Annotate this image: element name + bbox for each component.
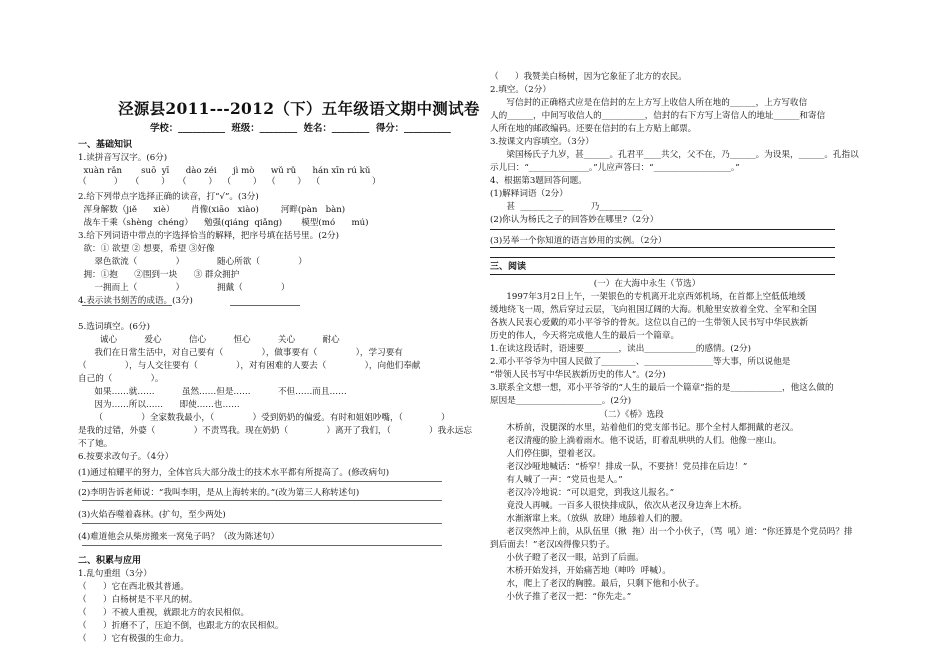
right-line-4: 人所在地的邮政编码。还要在信封的右上方贴上邮票。 xyxy=(490,124,697,134)
answer-line-3 xyxy=(82,500,442,501)
left-line-31: （ ）它在西北极其普通。 xyxy=(78,582,189,592)
left-line-3: （ ） （ ） （ ） （ ） （ ） （ ） xyxy=(78,177,381,187)
student-info-line: 学校：__________ 班级：________ 姓名：________ 得分：__________ xyxy=(150,123,451,134)
left-line-26: (2)李明告诉老师说：“我叫李明，是从上海转来的。”(改为第三人称转述句) xyxy=(78,488,360,498)
left-line-14: 5.选词填空。(6分) xyxy=(78,322,150,332)
right-line-35: 小伙子瞪了老汉一眼，站到了后面。 xyxy=(490,553,644,563)
left-line-32: （ ）白杨树是不平凡的树。 xyxy=(78,595,198,605)
left-line-4: 2.给下列带点字选择正确的读音，打“√”。(3分) xyxy=(78,192,259,202)
left-line-2: xuàn rǎn suō yī dào zéi jì mò wǔ rǔ hán xīn rú kǔ xyxy=(78,166,371,176)
left-line-0: 一、基础知识 xyxy=(78,140,133,150)
left-line-30: 1.乱句重组（3分） xyxy=(78,569,152,579)
right-line-9: (1)解释词语（2分） xyxy=(490,189,568,199)
left-line-16: 我们在日常生活中，对自己要有（ ），做事要有（ ），学习要有 xyxy=(78,348,403,358)
right-line-21: “带领人民书写中华民族新历史的伟人”。(2分) xyxy=(490,370,666,380)
left-line-7: 3.给下列词语中带点的字选择恰当的解释，把序号填在括号里。(2分) xyxy=(78,231,339,241)
left-line-21: （ ）全家数我最小，（ ）受到奶奶的偏爱。有时和姐姐吵嘴，（ ） xyxy=(78,413,450,423)
right-line-25: 木桥前，没腿深的水里，站着他们的党支部书记。那个全村人都拥戴的老汉。 xyxy=(490,423,799,433)
right-line-18: 历史的伟人，今天将完成他人生的最后一个篇章。 xyxy=(490,331,680,341)
right-line-0: （ ）我赞美白杨树，因为它象征了北方的农民。 xyxy=(490,72,687,82)
left-line-11: 一拥而上（ ） 拥戴（ ） xyxy=(78,283,290,293)
right-line-28: 老汉沙哑地喊话：“桥窄！排成一队，不要挤！党员排在后边！” xyxy=(490,462,748,472)
left-line-20: 因为……所以…… 即使……也…… xyxy=(78,400,240,410)
left-line-22: 是我的过错，外婆（ ）不责骂我。现在奶奶（ ）离开了我们，（ ）我永远忘 xyxy=(78,426,473,436)
left-line-28: (4)难道他会从柴房搬来一窝兔子吗？（改为陈述句） xyxy=(78,532,280,542)
right-line-13: 三、阅读 xyxy=(490,262,527,272)
page-title: 泾源县2011---2012（下）五年级语文期中测试卷 xyxy=(118,99,480,118)
left-line-24: 6.按要求改句子。（4分） xyxy=(78,452,174,462)
right-line-3: 人的______，中间写收信人的__________，信封的右下方写上寄信人的地址______和寄信 xyxy=(490,111,826,121)
left-line-1: 1.读拼音写汉字。(6分) xyxy=(78,153,168,163)
right-line-20: 2.邓小平爷爷为中国人民做了________、________________等大事，所以说他是 xyxy=(490,357,791,367)
right-line-23: 原因是____________________。(2分) xyxy=(490,396,632,406)
left-line-17: （ ），与人交往要有（ ），对有困难的人要去（ ），向他们奉献 xyxy=(78,361,421,371)
right-line-5: 3.按课文内容填空。（3分） xyxy=(490,137,594,147)
right-line-1: 2.填空。（2分） xyxy=(490,85,551,95)
right-line-14: (一）在大海中永生（节选） xyxy=(490,279,701,289)
answer-line-7 xyxy=(490,247,835,248)
left-line-33: （ ）不被人重视，就跟北方的农民相似。 xyxy=(78,608,250,618)
answer-line-1 xyxy=(230,305,300,306)
right-line-36: 木桥开始发抖，开始痛苦地（呻吟 呼喊）。 xyxy=(490,566,671,576)
right-line-11: (2)你认为杨氏之子的回答妙在哪里?（2分） xyxy=(490,215,659,225)
right-line-37: 水，爬上了老汉的胸膛。最后，只剩下他和小伙子。 xyxy=(490,579,705,589)
right-line-24: （二）《桥》选段 xyxy=(490,410,664,420)
left-line-8: 欲：① 欲望 ② 想要，希望 ③好像 xyxy=(78,244,215,254)
right-line-10: 甚 __________ 乃__________ xyxy=(490,202,643,212)
answer-line-2 xyxy=(82,481,442,482)
right-line-29: 有人喊了一声：“党员也是人。” xyxy=(490,475,623,485)
left-line-25: (1)通过柏耀平的努力，全体官兵大部分战士的技术水平都有所提高了。(修改病句) xyxy=(78,468,390,478)
right-line-2: 写信封的正确格式应是在信封的左上方写上收信人所在地的______，上方写收信 xyxy=(490,98,808,108)
right-line-33: 老汉突然冲上前，从队伍里（揪 拖）出一个小伙子，（骂 吼）道：“你还算是个党员吗？排 xyxy=(490,527,853,537)
right-line-15: 1997年3月2日上午，一架银色的专机离开北京西郊机场，在首都上空低低地缓 xyxy=(490,292,806,302)
left-line-15: 诚心 爱心 信心 恒心 关心 耐心 xyxy=(78,335,340,345)
left-line-23: 不了她。 xyxy=(78,439,113,449)
right-line-17: 各族人民衷心爱戴的邓小平爷爷的骨灰。这位以自己的一生带领人民书写中华民族新 xyxy=(490,318,808,328)
right-line-27: 人们停住脚，望着老汉。 xyxy=(490,449,601,459)
answer-line-8 xyxy=(490,257,835,258)
right-line-32: 水渐渐窜上来。（放纵 放肆）地舔着人们的腰。 xyxy=(490,514,689,524)
right-line-8: 4、根据第3题回答问题。 xyxy=(490,176,587,186)
left-line-6: 战车千乘（shèng chéng） 勉强(qiáng qiǎng) 模型(mó mú) xyxy=(78,218,369,228)
left-line-10: 拥：①抱 ②围到一块 ③ 群众拥护 xyxy=(78,270,240,280)
right-line-26: 老汉清瘦的脸上淌着雨水。他不说话，盯着乱哄哄的人们。他像一座山。 xyxy=(490,436,782,446)
right-line-22: 3.联系全文想一想，邓小平爷爷的“人生的最后一个篇章”指的是____________，他这么做的 xyxy=(490,383,834,393)
left-line-9: 翠色欲流（ ） 随心所欲（ ） xyxy=(78,257,307,267)
answer-line-6 xyxy=(490,229,835,230)
right-line-38: 小伙子推了老汉一把：“你先走。” xyxy=(490,592,632,602)
answer-line-5 xyxy=(82,545,442,546)
right-line-31: 竟没人再喊。一百多人很快排成队，依次从老汉身边奔上木桥。 xyxy=(490,501,748,511)
right-line-6: 梁国杨氏子九岁，甚______。孔君平____共父，父不在，乃______。为设果，______。孔指以 xyxy=(490,150,859,160)
right-line-19: 1.在读这段话时，语速要________，读出____________的感情。(2分) xyxy=(490,344,751,354)
left-line-18: 自己的（ ）。 xyxy=(78,374,164,384)
answer-line-0 xyxy=(82,305,172,306)
right-line-7: 示儿曰：“______________。”儿应声答曰：“__________________。” xyxy=(490,163,740,173)
left-line-35: （ ）它有极强的生命力。 xyxy=(78,634,189,644)
right-line-30: 老汉冷冷地说：“可以退党，到我这儿报名。” xyxy=(490,488,675,498)
right-line-12: (3)另举一个你知道的语言妙用的实例。（2分） xyxy=(490,236,667,246)
left-line-5: 浑身解数（jiě xiè） 肖像(xiāo xiào) 河畔(pàn bàn) xyxy=(78,205,346,215)
left-line-27: (3)火焰吞噬着森林。(扩句，至少两处) xyxy=(78,510,226,520)
right-line-34: 到后面去！”老汉凶得像只豹子。 xyxy=(490,540,615,550)
left-line-19: 如果……就…… 虽然……但是…… 不但……而且…… xyxy=(78,387,347,397)
left-line-34: （ ）折磨不了，压迫不倒，也跟北方的农民相似。 xyxy=(78,621,284,631)
answer-line-4 xyxy=(82,523,442,524)
right-line-16: 缓地绕飞一周，然后穿过云层，飞向祖国辽阔的大海。机舱里安放着全党、全军和全国 xyxy=(490,305,817,315)
left-line-12: 4.表示读书刻苦的成语。(3分) xyxy=(78,296,193,306)
left-line-29: 二、积累与应用 xyxy=(78,556,142,566)
answer-line-9 xyxy=(490,274,835,275)
